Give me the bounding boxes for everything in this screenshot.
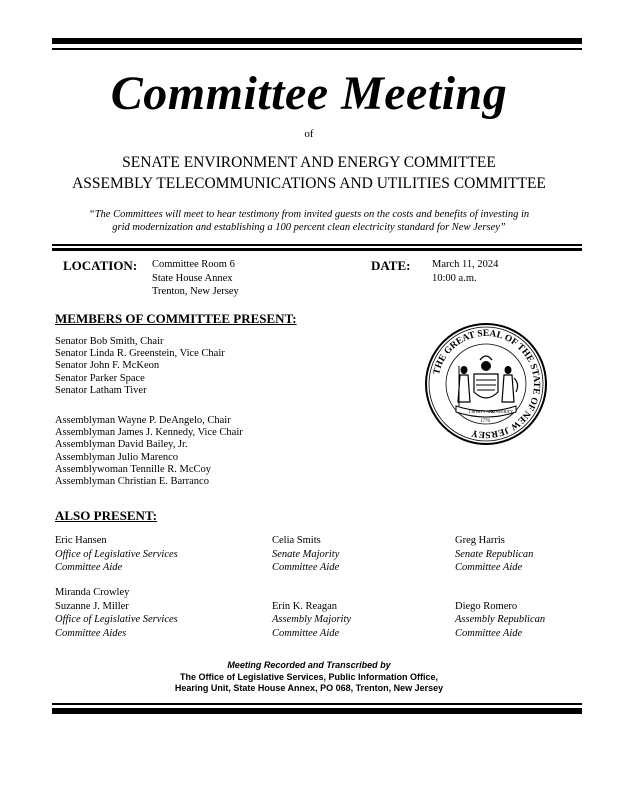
committee-assembly: ASSEMBLY TELECOMMUNICATIONS AND UTILITIES COMMITTEE	[72, 175, 546, 192]
staff-name: Suzanne J. Miller	[55, 600, 129, 612]
staff-office: Office of Legislative Services	[55, 548, 178, 560]
staff-role: Committee Aide	[455, 627, 523, 639]
seal-year: 1776	[480, 419, 490, 424]
staff-office: Assembly Majority	[272, 614, 352, 625]
list-item: Assemblyman Wayne P. DeAngelo, Chair	[55, 415, 231, 426]
staff-role: Committee Aide	[55, 562, 123, 573]
committee-senate: SENATE ENVIRONMENT AND ENERGY COMMITTEE	[122, 154, 496, 171]
list-item: Senator Latham Tiver	[55, 384, 147, 396]
staff-name: Miranda Crowley	[55, 587, 130, 598]
purpose-line-1: “The Committees will meet to hear testimony from invited guests on the costs and benefits of investing in	[88, 209, 530, 220]
list-item: Assemblywoman Tennille R. McCoy	[55, 463, 211, 475]
list-item: Assemblyman James J. Kennedy, Vice Chair	[55, 427, 243, 439]
staff-role: Committee Aide	[272, 627, 340, 639]
date-label: DATE:	[371, 258, 411, 273]
seal-banner-left: LIBERTY AND	[469, 409, 495, 414]
title-of: of	[304, 128, 314, 140]
staff-ols-aides	[55, 586, 178, 640]
top-rule-thin	[52, 48, 582, 50]
staff-name: Celia Smits	[272, 535, 321, 546]
middle-rule-thick	[52, 248, 582, 251]
staff-role: Committee Aides	[55, 627, 127, 639]
staff-office: Office of Legislative Services	[55, 614, 178, 625]
staff-celia-smits	[272, 534, 339, 575]
footer-line-1: Meeting Recorded and Transcribed by	[227, 660, 391, 670]
staff-role: Committee Aide	[455, 562, 523, 573]
staff-role: Committee Aide	[272, 562, 340, 573]
state-seal-icon	[424, 322, 548, 446]
date-line: March 11, 2024	[432, 259, 499, 270]
location-line: Trenton, New Jersey	[152, 286, 239, 297]
list-item: Senator John F. McKeon	[55, 360, 160, 372]
assembly-list	[55, 415, 243, 488]
members-heading: MEMBERS OF COMMITTEE PRESENT:	[55, 311, 297, 326]
senator-list	[55, 336, 225, 397]
bottom-rule-thick	[52, 708, 582, 714]
list-item: Assemblyman Julio Marenco	[55, 451, 179, 463]
staff-office: Senate Republican	[455, 548, 534, 560]
staff-office: Assembly Republican	[455, 614, 546, 625]
list-item: Senator Parker Space	[55, 372, 145, 384]
bottom-rule-thin	[52, 703, 582, 705]
footer-credit	[0, 660, 618, 695]
list-item: Senator Bob Smith, Chair	[55, 336, 164, 347]
location-line: State House Annex	[152, 272, 233, 284]
list-item: Assemblyman Christian E. Barranco	[55, 476, 209, 488]
staff-name: Greg Harris	[455, 535, 505, 546]
seal-banner-right: PROSPERITY	[489, 409, 514, 414]
also-present-heading: ALSO PRESENT:	[55, 508, 157, 523]
staff-name: Diego Romero	[455, 600, 518, 612]
seal-ring-label: THE GREAT SEAL OF THE STATE OF NEW JERSEY	[431, 328, 542, 440]
location-line: Committee Room 6	[152, 259, 235, 270]
top-rule-thick	[52, 38, 582, 44]
staff-name: Erin K. Reagan	[272, 600, 338, 612]
footer-line-2: The Office of Legislative Services, Public Information Office,	[179, 671, 439, 682]
staff-erin-reagan	[272, 600, 351, 641]
location-block	[152, 258, 239, 299]
time-line: 10:00 a.m.	[432, 272, 477, 284]
list-item: Assemblyman David Bailey, Jr.	[55, 439, 188, 451]
list-item: Senator Linda R. Greenstein, Vice Chair	[55, 348, 225, 360]
document-title: Committee Meeting	[110, 67, 508, 120]
footer-line-3: Hearing Unit, State House Annex, PO 068, Trenton, New Jersey	[174, 683, 444, 693]
staff-diego-romero	[455, 600, 545, 641]
staff-name: Eric Hansen	[55, 535, 107, 546]
location-label: LOCATION:	[63, 258, 138, 273]
staff-eric-hansen	[55, 534, 178, 575]
meeting-purpose	[60, 208, 558, 234]
staff-office: Senate Majority	[272, 548, 340, 560]
middle-rule-thin	[52, 244, 582, 246]
staff-greg-harris	[455, 534, 533, 575]
date-block	[432, 258, 498, 285]
purpose-line-2: grid modernization and establishing a 100 percent clean electricity standard for New Jersey”	[112, 222, 506, 233]
